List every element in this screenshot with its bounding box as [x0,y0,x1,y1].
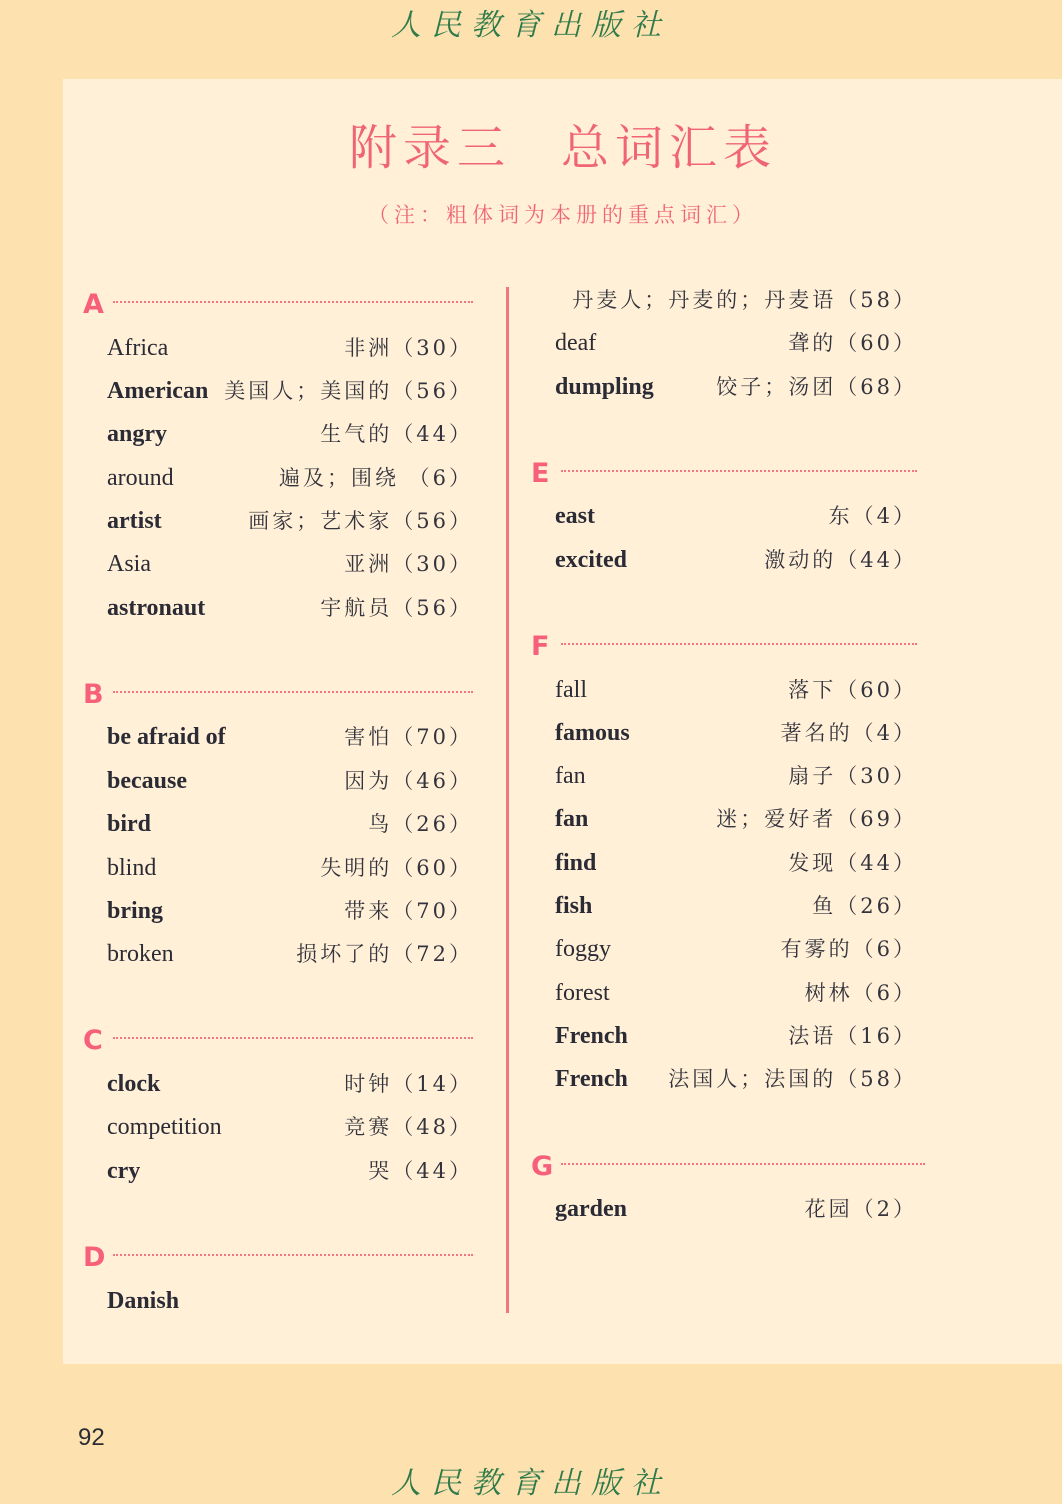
entry-meaning: 宇航员（56） [320,596,473,620]
entry-word: bring [107,898,164,924]
entry-meaning: 竞赛（48） [344,1115,473,1139]
glossary-entry [107,1112,473,1142]
entry-word: clock [107,1071,161,1097]
entry-word: fan [555,763,586,789]
glossary-entry [555,328,917,358]
entry-word: French [555,1066,628,1092]
section-letter: E [531,458,550,489]
entry-word: bird [107,811,152,837]
entry-meaning: 损坏了的（72） [296,942,473,966]
glossary-page [63,79,1062,1364]
glossary-entry [555,1194,917,1224]
glossary-entry [107,506,473,536]
section-header-e [531,459,917,489]
section-letter: G [531,1151,554,1182]
entry-meaning: 法语（16） [788,1024,917,1048]
entry-meaning: 花园（2） [804,1197,917,1221]
section-letter: B [83,679,104,710]
glossary-entry [555,1064,917,1094]
glossary-entry [555,718,917,748]
entry-meaning: 鸟（26） [368,812,473,836]
entry-meaning: 有雾的（6） [780,937,917,961]
glossary-entry [555,1021,917,1051]
entry-meaning: 遍及；围绕 （6） [278,466,473,490]
entry-meaning: 激动的（44） [764,548,917,572]
entry-word: around [107,465,174,491]
entry-word: east [555,503,595,529]
dotted-rule [561,643,917,645]
glossary-entry [555,545,917,575]
entry-meaning: 丹麦人；丹麦的；丹麦语（58） [572,288,917,312]
glossary-entry [555,675,917,705]
entry-meaning: 饺子；汤团（68） [716,375,917,399]
glossary-entry [107,766,473,796]
glossary-entry [107,333,473,363]
entry-word: astronaut [107,595,206,621]
glossary-entry-continued [555,285,917,315]
entry-word: Danish [107,1288,180,1314]
dotted-rule [113,1037,473,1039]
entry-word: dumpling [555,374,654,400]
entry-word: American [107,378,209,404]
glossary-entry [107,1069,473,1099]
entry-word: broken [107,941,174,967]
dotted-rule [113,691,473,693]
publisher-logo-header: 人民教育出版社 [391,8,671,43]
entry-word: cry [107,1158,141,1184]
entry-word: deaf [555,330,597,356]
entry-meaning: 生气的（44） [320,422,473,446]
entry-meaning: 聋的（60） [788,331,917,355]
section-letter: C [83,1025,103,1056]
page-number: 92 [78,1424,105,1451]
entry-meaning: 非洲（30） [344,336,473,360]
section-header-a [83,290,473,320]
entry-meaning: 鱼（26） [812,894,917,918]
glossary-entry [107,809,473,839]
glossary-entry [107,896,473,926]
entry-word: fish [555,893,593,919]
section-header-f [531,632,917,662]
glossary-entry [555,372,917,402]
entry-word: because [107,768,187,794]
entry-meaning: 亚洲（30） [344,552,473,576]
entry-word: fan [555,806,589,832]
entry-meaning: 时钟（14） [344,1072,473,1096]
entry-word: be afraid of [107,724,226,750]
glossary-entry [107,1156,473,1186]
column-divider [506,287,509,1313]
entry-meaning: 著名的（4） [780,721,917,745]
entry-word: forest [555,980,610,1006]
entry-meaning: 因为（46） [344,769,473,793]
section-letter: F [531,631,550,662]
glossary-entry [555,891,917,921]
section-header-g [531,1152,925,1182]
dotted-rule [561,1163,925,1165]
entry-word: French [555,1023,628,1049]
section-letter: D [83,1242,106,1273]
entry-word: Asia [107,551,151,577]
entry-word: artist [107,508,162,534]
entry-word: blind [107,855,157,881]
entry-meaning: 害怕（70） [344,725,473,749]
entry-word: fall [555,677,587,703]
glossary-entry [107,722,473,752]
glossary-entry [555,761,917,791]
dotted-rule [113,301,473,303]
dotted-rule [561,470,917,472]
section-header-d [83,1243,473,1273]
entry-meaning: 扇子（30） [788,764,917,788]
glossary-entry [555,848,917,878]
entry-word: find [555,850,597,876]
entry-meaning: 失明的（60） [320,856,473,880]
glossary-entry [107,853,473,883]
entry-meaning: 迷；爱好者（69） [716,807,917,831]
dotted-rule [113,1254,473,1256]
entry-word: foggy [555,936,611,962]
entry-meaning: 发现（44） [788,851,917,875]
section-header-b [83,680,473,710]
glossary-entry [555,501,917,531]
entry-word: Africa [107,335,169,361]
entry-word: competition [107,1114,222,1140]
section-letter: A [83,289,104,320]
entry-meaning: 哭（44） [368,1159,473,1183]
entry-word: famous [555,720,630,746]
entry-word: excited [555,547,627,573]
glossary-entry [107,463,473,493]
glossary-entry [107,1286,473,1316]
entry-meaning: 落下（60） [788,678,917,702]
glossary-entry [555,804,917,834]
entry-meaning: 树林（6） [804,981,917,1005]
page-note: （注：粗体词为本册的重点词汇） [368,203,758,227]
entry-meaning: 美国人；美国的（56） [224,379,473,403]
publisher-logo-footer: 人民教育出版社 [391,1466,671,1501]
glossary-entry [107,419,473,449]
glossary-entry [107,593,473,623]
entry-word: garden [555,1196,627,1222]
glossary-entry [555,934,917,964]
entry-meaning: 东（4） [828,504,917,528]
glossary-entry [555,978,917,1008]
title-appendix: 附录三 [348,120,511,176]
entry-meaning: 画家；艺术家（56） [248,509,473,533]
glossary-entry [107,549,473,579]
page-title [63,109,1062,178]
glossary-entry [107,939,473,969]
entry-meaning: 法国人；法国的（58） [668,1067,917,1091]
section-header-c [83,1026,473,1056]
glossary-entry [107,376,473,406]
entry-word: angry [107,421,167,447]
title-glossary: 总词汇表 [561,120,778,176]
entry-meaning: 带来（70） [344,899,473,923]
